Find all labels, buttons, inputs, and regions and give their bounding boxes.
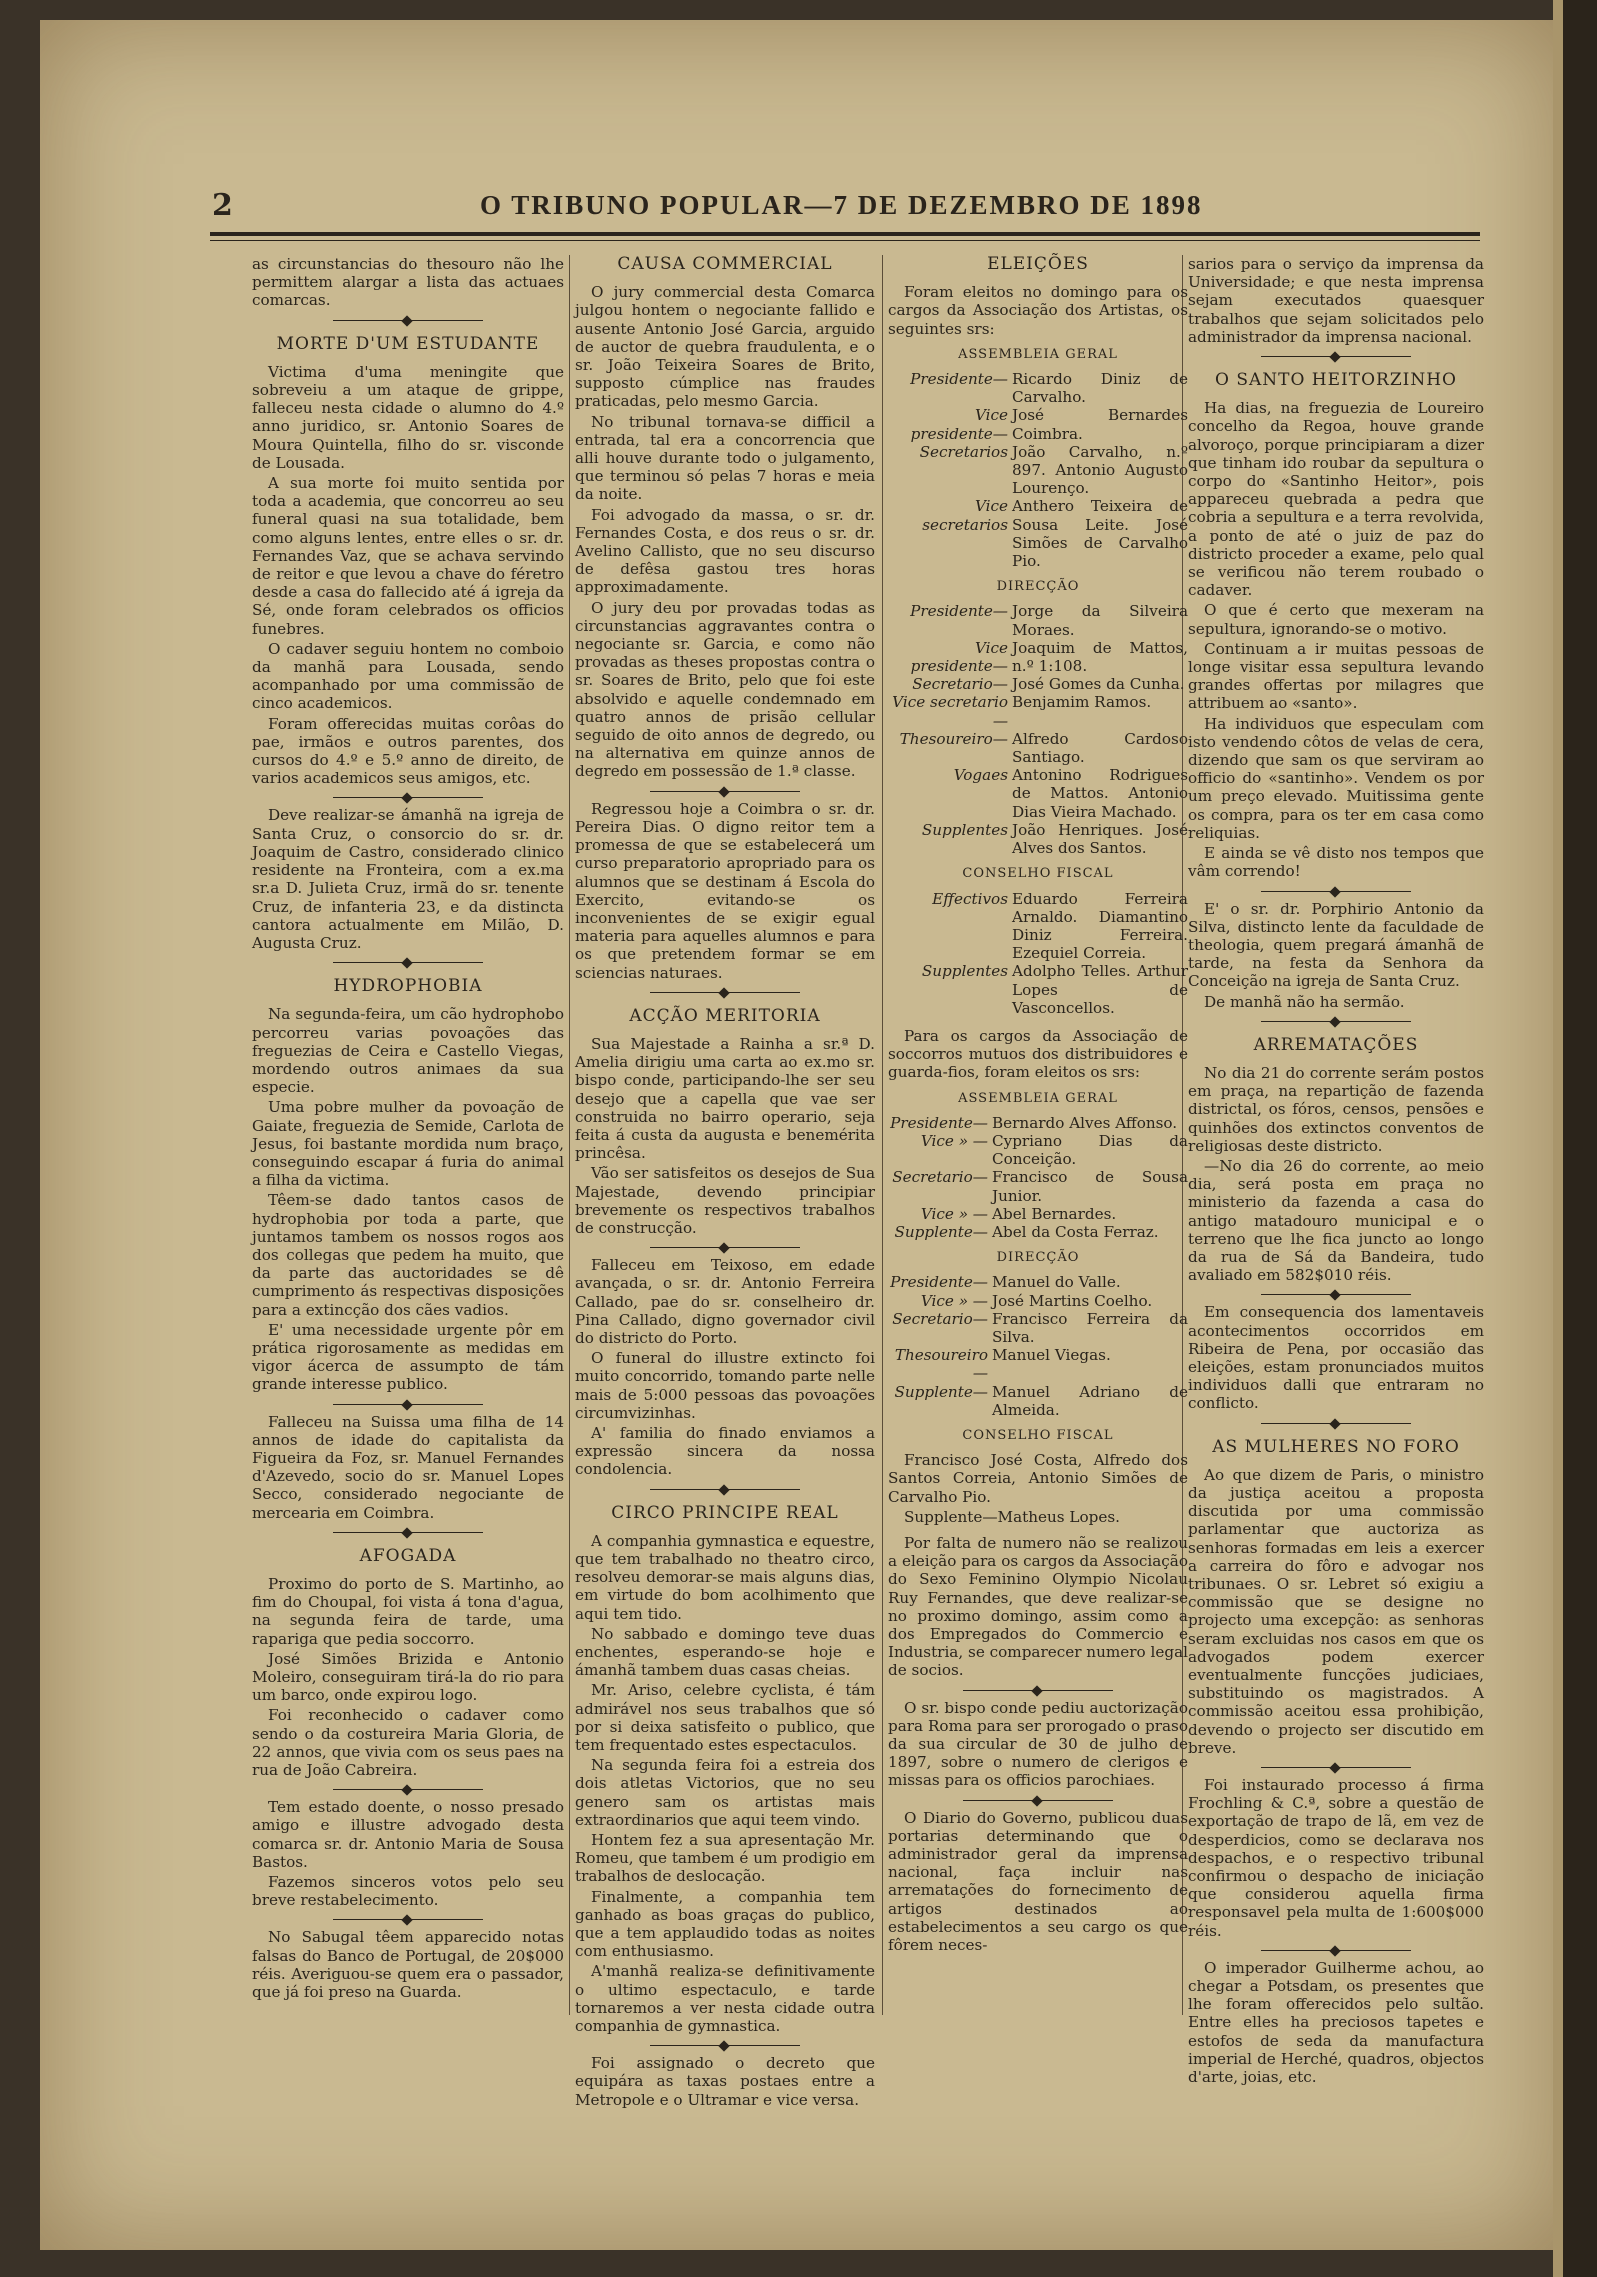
column-4 [1188, 255, 1484, 2088]
article-text: O jury commercial desta Comarca julgou hontem o negociante fallido e ausente Antonio José Garcia, arguido de auctor de quebra fraudulenta, e o sr. João Teixeira Soares de Brito, supposto cúmplice nas fraudes praticadas, pelo mesmo Garcia. [575, 283, 875, 411]
article-text: Na segunda-feira, um cão hydrophobo percorreu varias povoações das freguezias de Ceira e Castello Viegas, mordendo outros animaes da sua especie. [252, 1005, 564, 1097]
article-text: Fazemos sinceros votos pelo seu breve restabelecimento. [252, 1873, 564, 1910]
article-text: Finalmente, a companhia tem ganhado as boas graças do publico, que a tem applaudido todas as noites com enthusiasmo. [575, 1887, 875, 1961]
separator-ornament [1261, 891, 1411, 892]
subheading: CONSELHO FISCAL [962, 1427, 1114, 1443]
article-text: Francisco José Costa, Alfredo dos Santos Correia, Antonio Simões de Carvalho Pio. [888, 1451, 1188, 1506]
separator-ornament [1261, 1423, 1411, 1424]
article-text: Sua Majestade a Rainha a sr.ª D. Amelia dirigiu uma carta ao ex.mo sr. bispo conde, participando-lhe ser seu desejo que a capella que vae ser construida no bairro operario, seja feita á custa da augusta e benemérita princêsa. [575, 1034, 875, 1163]
role-row: Vogaes Antonino Rodrigues de Mattos. Antonio Dias Vieira Machado. [953, 766, 1188, 821]
article-text: Para os cargos da Associação de soccorros mutuos dos distribuidores e guarda-fios, foram eleitos os srs: [888, 1026, 1188, 1082]
separator-ornament [333, 1404, 483, 1405]
article-text: De manhã não ha sermão. [1204, 992, 1405, 1011]
article-text: Vão ser satisfeitos os desejos de Sua Majestade, devendo principiar brevemente os respectivos trabalhos de construcção. [575, 1164, 875, 1237]
article-text: A sua morte foi muito sentida por toda a academia, que concorreu ao seu funeral quasi na sua totalidade, bem como alguns lentes, entre elles o sr. dr. Fernandes Vaz, que se achava servindo de reitor e que levou a chave do féretro desde a casa do fallecido até á igreja da Sé, onde foram celebrados os officios funebres. [252, 474, 564, 638]
separator-ornament [1261, 1767, 1411, 1768]
article-text: Deve realizar-se ámanhã na igreja de Santa Cruz, o consorcio do sr. dr. Joaquim de Castro, considerado clinico residente na Fronteira, com a ex.ma sr.a D. Julieta Cruz, irmã do sr. tenente Cruz, de infanteria 23, e da distincta cantora actualmente em Milão, D. Augusta Cruz. [252, 806, 564, 952]
separator-ornament [650, 1247, 800, 1248]
separator-ornament [333, 1532, 483, 1533]
column-2 [575, 255, 875, 2111]
article-text: Ha individuos que especulam com isto vendendo côtos de velas de cera, dizendo que sam os que serviram ao officio do «santinho». Vendem os por um preço elevado. Muitissima gente os compra, para os ter em casa como reliquias. [1188, 714, 1484, 842]
article-text: José Simões Brizida e Antonio Moleiro, conseguiram tirá-la do rio para um barco, onde expirou logo. [252, 1649, 564, 1705]
article-text: Mr. Ariso, celebre cyclista, é tám admirável nos seus trabalhos que só por si deixa satisfeito o publico, que tem frequentado estes espectaculos. [575, 1681, 875, 1755]
column-3 [888, 255, 1188, 1956]
article-text: Hontem fez a sua apresentação Mr. Romeu, que tambem é um prodigio em trabalhos de deslocação. [575, 1831, 875, 1886]
role-row: Vice secretarios Anthero Teixeira de Sousa Leite. José Simões de Carvalho Pio. [922, 497, 1188, 571]
header-rule [210, 232, 1480, 236]
article-text: Continuam a ir muitas pessoas de longe visitar essa sepultura levando grandes offertas por milagres que attribuem ao «santo». [1188, 639, 1484, 713]
subheading: DIRECÇÃO [996, 1250, 1080, 1266]
separator-ornament [963, 1690, 1113, 1691]
article-text: Falleceu na Suissa uma filha de 14 annos de idade do capitalista da Figueira da Foz, sr. Manuel Fernandes d'Azevedo, socio do sr. Manuel Lopes Secco, considerado negociante de mercearia em Coimbra. [252, 1412, 564, 1522]
article-text: O cadaver seguiu hontem no comboio da manhã para Lousada, sendo acompanhado por uma commissão de cinco academicos. [252, 639, 564, 713]
article-text: as circunstancias do thesouro não lhe permittem alargar a lista das actuaes comarcas. [252, 255, 564, 310]
separator-ornament [333, 962, 483, 963]
article-text: No Sabugal têem apparecido notas falsas do Banco de Portugal, de 20$000 réis. Averiguou-se quem era o passador, que já foi preso na Guarda. [252, 1928, 564, 2002]
article-text: Na segunda feira foi a estreia dos dois atletas Victorios, que no seu genero sam os artistas mais extraordinarios que aqui teem vindo. [575, 1756, 875, 1829]
article-text: E' uma necessidade urgente pôr em prática rigorosamente as medidas em vigor ácerca de assumpto de tám grande interesse publico. [252, 1320, 564, 1394]
separator-ornament [650, 992, 800, 993]
article-text: Regressou hoje a Coimbra o sr. dr. Pereira Dias. O digno reitor tem a promessa de que se estabelecerá um curso preparatorio apropriado para os alumnos que se destinam á Escola do Exercito, evitando-se os inconvenientes de se exigir egual materia para aquelles alumnos e para os que pretendem formar se em sciencias naturaes. [575, 799, 875, 982]
subheading: DIRECÇÃO [996, 579, 1080, 595]
article-text: O imperador Guilherme achou, ao chegar a Potsdam, os presentes que lhe foram offerecidos pelo sultão. Entre elles ha preciosos tapetes e estofos de seda da manufactura imperial de Herché, quadros, objectos d'arte, joias, etc. [1188, 1958, 1484, 2087]
article-text: Ao que dizem de Paris, o ministro da justiça aceitou a proposta discutida por uma commissão parlamentar que auctoriza as senhoras formadas em leis a exercer a carreira do fôro e advogar nos tribunaes. O sr. Lebret só exigiu a commissão que se designe no projecto uma excepção: as senhoras seram excluidas nos casos em que os advogados podem exercer eventualmente funcções judiciaes, substituindo os magistrados. A commissão aceitou essa prohibição, devendo o projecto ser discutido em breve. [1188, 1465, 1484, 1757]
subheading: CONSELHO FISCAL [962, 866, 1114, 882]
headline: AFOGADA [359, 1545, 457, 1566]
separator-ornament [963, 1800, 1113, 1801]
role-row: Vice presidente— José Bernardes Coimbra. [910, 406, 1188, 443]
role-row: Presidente— Jorge da Silveira Moraes. [910, 602, 1188, 639]
article-text: No dia 21 do corrente serám postos em praça, na repartição de fazenda districtal, os fóros, censos, pensões e quinhões dos extinctos conventos de religiosas deste districto. [1188, 1063, 1484, 1155]
article-text: Por falta de numero não se realizou a eleição para os cargos da Associação do Sexo Feminino Olympio Nicolau Ruy Fernandes, que deve realizar-se no proximo domingo, assim como a dos Empregados do Commercio e Industria, se comparecer numero legal de socios. [888, 1534, 1188, 1680]
headline: HYDROPHOBIA [333, 976, 483, 997]
role-row: Secretario— Francisco Ferreira da Silva. [892, 1309, 1188, 1346]
article-text: —No dia 26 do corrente, ao meio dia, será posta em praça no ministerio da fazenda a casa do antigo matadouro municipal e o terreno que lhe fica juncto ao longo da rua de Sá da Bandeira, tudo avaliado em 582$010 réis. [1188, 1156, 1484, 1285]
article-text: Foi reconhecido o cadaver como sendo o da costureira Maria Gloria, de 22 annos, que vivia com os seus paes na rua de João Cabreira. [252, 1706, 564, 1780]
role-row: Vice secretario— Benjamim Ramos. [892, 693, 1152, 730]
separator-ornament [333, 797, 483, 798]
separator-ornament [1261, 1021, 1411, 1022]
page-edge [1553, 0, 1563, 2277]
headline: O SANTO HEITORZINHO [1214, 370, 1457, 391]
role-row: Supplentes João Henriques. José Alves dos Santos. [921, 820, 1188, 858]
role-row: Vice » — José Martins Coelho. [920, 1291, 1153, 1310]
masthead: O TRIBUNO POPULAR—7 DE DEZEMBRO DE 1898 [480, 190, 1203, 220]
article-text: Foram offerecidas muitas corôas do pae, irmãos e outros parentes, dos cursos do 4.º e 5.º anno de direito, de varios academicos seus amigos, etc. [252, 714, 564, 788]
separator-ornament [650, 1489, 800, 1490]
article-text: Foi assignado o decreto que equipára as taxas postaes entre a Metropole e o Ultramar e vice versa. [575, 2054, 875, 2109]
article-text: Em consequencia dos lamentaveis acontecimentos occorridos em Ribeira de Pena, por occasião das eleições, estam pronunciados muitos individuos dalli que entraram no conflicto. [1188, 1303, 1484, 1413]
role-row: Secretario— José Gomes da Cunha. [912, 675, 1185, 694]
article-text: Ha dias, na freguezia de Loureiro concelho da Regoa, houve grande alvoroço, porque principiaram a dizer que tinham ido roubar da sepultura o corpo do «Santinho Heitor», pois appareceu quebrada a pedra que cobria a sepultura e a terra revolvida, a ponto de até o juiz de paz do districto proceder a exame, pelo qual se verificou não terem roubado o cadaver. [1188, 399, 1484, 600]
article-text: A' familia do finado enviamos a expressão sincera da nossa condolencia. [575, 1423, 875, 1479]
article-text: Falleceu em Teixoso, em edade avançada, o sr. dr. Antonio Ferreira Callado, pae do sr. conselheiro dr. Pina Callado, digno governador civil do districto do Porto. [575, 1256, 875, 1347]
header-rule-thin [210, 240, 1480, 241]
separator-ornament [1261, 356, 1411, 357]
article-text: E ainda se vê disto nos tempos que vâm correndo! [1188, 844, 1484, 881]
role-row: Vice presidente— Joaquim de Mattos, n.º 1:108. [910, 638, 1188, 676]
separator-ornament [333, 320, 483, 321]
column-1 [252, 255, 564, 2003]
headline: ACÇÃO MERITORIA [629, 1005, 821, 1026]
article-text: O jury deu por provadas todas as circunstancias aggravantes contra o negociante sr. Garcia, e como não provadas as theses propostas contra o sr. Soares de Brito, pelo que foi este absolvido e aquelle condemnado em quatro annos de prisão cellular seguido de oito annos de degredo, ou na alternativa em quinze annos de degredo em possessão de 1.ª classe. [575, 598, 875, 781]
column-divider [882, 255, 883, 2015]
separator-ornament [1261, 1294, 1411, 1295]
article-text: Foi advogado da massa, o sr. dr. Fernandes Costa, e dos reus o sr. dr. Avelino Callisto, que no seu discurso de defêsa gastou tres horas approximadamente. [575, 505, 875, 597]
page-number: 2 [212, 188, 233, 223]
role-row: Secretarios João Carvalho, n.º 897. Antonio Augusto Lourenço. [919, 442, 1188, 498]
article-text: A'manhã realiza-se definitivamente o ultimo espectaculo, e tarde tornaremos a ver nesta cidade outra companhia de gymnastica. [575, 1962, 875, 2036]
article-text: Uma pobre mulher da povoação de Gaiate, freguezia de Semide, Carlota de Jesus, foi bastante mordida num braço, conseguindo escapar á furia do animal a filha da victima. [252, 1098, 564, 1190]
role-row: Thesoureiro— Alfredo Cardoso Santiago. [899, 729, 1188, 767]
binding-shadow [1563, 0, 1597, 2277]
separator-ornament [333, 1919, 483, 1920]
headline: MORTE D'UM ESTUDANTE [276, 333, 540, 354]
article-text: Foi instaurado processo á firma Frochling & C.ª, sobre a questão de exportação de trapo de lã, em vez de desperdicios, como se declarava nos despachos, e o respectivo tribunal confirmou o despacho de iniciação que considerou aquella firma responsavel pela multa de 1:600$000 réis. [1188, 1776, 1484, 1940]
role-row: Presidente— Manuel do Valle. [890, 1273, 1121, 1292]
role-row: Vice » — Abel Bernardes. [920, 1204, 1117, 1223]
role-row: Thesoureiro— Manuel Viegas. [894, 1346, 1111, 1383]
headline: ELEIÇÕES [987, 254, 1089, 274]
role-row: Secretario— Francisco de Sousa Junior. [892, 1168, 1188, 1205]
column-divider [569, 255, 570, 2015]
role-row: Effectivos Eduardo Ferreira Arnaldo. Diamantino Diniz Ferreira. Ezequiel Correia. [932, 889, 1188, 963]
headline: ARREMATAÇÕES [1253, 1034, 1419, 1055]
separator-ornament [650, 791, 800, 792]
article-text: Proximo do porto de S. Martinho, ao fim do Choupal, foi vista á tona d'agua, na segunda feira de tarde, uma rapariga que pedia soccorro. [252, 1575, 564, 1648]
article-text: Supplente—Matheus Lopes. [904, 1507, 1120, 1526]
article-text: No sabbado e domingo teve duas enchentes, esperando-se hoje e ámanhã tambem duas casas cheias. [575, 1624, 875, 1680]
role-row: Presidente— Ricardo Diniz de Carvalho. [910, 370, 1188, 407]
article-text: O Diario do Governo, publicou duas portarias determinando que o administrador geral da imprensa nacional, faça incluir nas arrematações do fornecimento de artigos destinados ao estabelecimentos a seu cargo os que fôrem neces- [888, 1808, 1188, 1955]
article-text: Tem estado doente, o nosso presado amigo e illustre advogado desta comarca sr. dr. Antonio Maria de Sousa Bastos. [252, 1798, 564, 1871]
article-text: O que é certo que mexeram na sepultura, ignorando-se o motivo. [1188, 601, 1484, 638]
headline: AS MULHERES NO FORO [1212, 1436, 1460, 1457]
role-row: Supplente— Abel da Costa Ferraz. [894, 1222, 1159, 1241]
role-row: Vice » — Cypriano Dias da Conceição. [920, 1131, 1188, 1169]
article-text: O funeral do illustre extincto foi muito concorrido, tomando parte nelle mais de 5:000 pessoas das povoações circumvizinhas. [575, 1349, 875, 1422]
article-text: A companhia gymnastica e equestre, que tem trabalhado no theatro circo, resolveu demorar-se mais alguns dias, em virtude do bom acolhimento que aqui tem tido. [575, 1531, 875, 1623]
role-row: Supplente— Manuel Adriano de Almeida. [894, 1382, 1188, 1419]
article-text: Victima d'uma meningite que sobreveiu a um ataque de grippe, falleceu nesta cidade o alumno do 4.º anno juridico, sr. Antonio Soares de Moura Quintella, filho do sr. visconde de Lousada. [252, 362, 564, 472]
article-text: sarios para o serviço da imprensa da Universidade; e que nesta imprensa sejam executados quaesquer trabalhos que sejam solicitados pelo administrador da imprensa nacional. [1188, 255, 1484, 346]
article-text: E' o sr. dr. Porphirio Antonio da Silva, distincto lente da faculdade de theologia, quem pregará ámanhã de tarde, na festa da Senhora da Conceição na igreja de Santa Cruz. [1188, 899, 1484, 991]
separator-ornament [650, 2045, 800, 2046]
subheading: ASSEMBLEIA GERAL [958, 1090, 1118, 1106]
role-row: Supplentes Adolpho Telles. Arthur Lopes de Vasconcellos. [921, 962, 1188, 1017]
article-text: No tribunal tornava-se difficil a entrada, tal era a concorrencia que alli houve durante todo o julgamento, que terminou só pelas 7 horas e meia da noite. [575, 412, 875, 504]
role-row: Presidente— Bernardo Alves Affonso. [890, 1113, 1178, 1132]
article-text: Foram eleitos no domingo para os cargos da Associação dos Artistas, os seguintes srs: [888, 283, 1188, 338]
subheading: ASSEMBLEIA GERAL [958, 346, 1118, 362]
headline: CIRCO PRINCIPE REAL [611, 1502, 839, 1523]
separator-ornament [333, 1789, 483, 1790]
separator-ornament [1261, 1950, 1411, 1951]
article-text: Têem-se dado tantos casos de hydrophobia por toda a parte, que juntamos tambem os nossos rogos aos dos collegas que pedem ha muito, que da parte das auctoridades se dê cumprimento ás respectivas disposições para a extincção dos cães vadios. [252, 1191, 564, 1319]
article-text: O sr. bispo conde pediu auctorização para Roma para ser prorogado o praso da sua circular de 30 de julho de 1897, sobre o numero de clerigos e missas para os officios parochiaes. [888, 1698, 1188, 1790]
headline: CAUSA COMMERCIAL [617, 254, 833, 274]
